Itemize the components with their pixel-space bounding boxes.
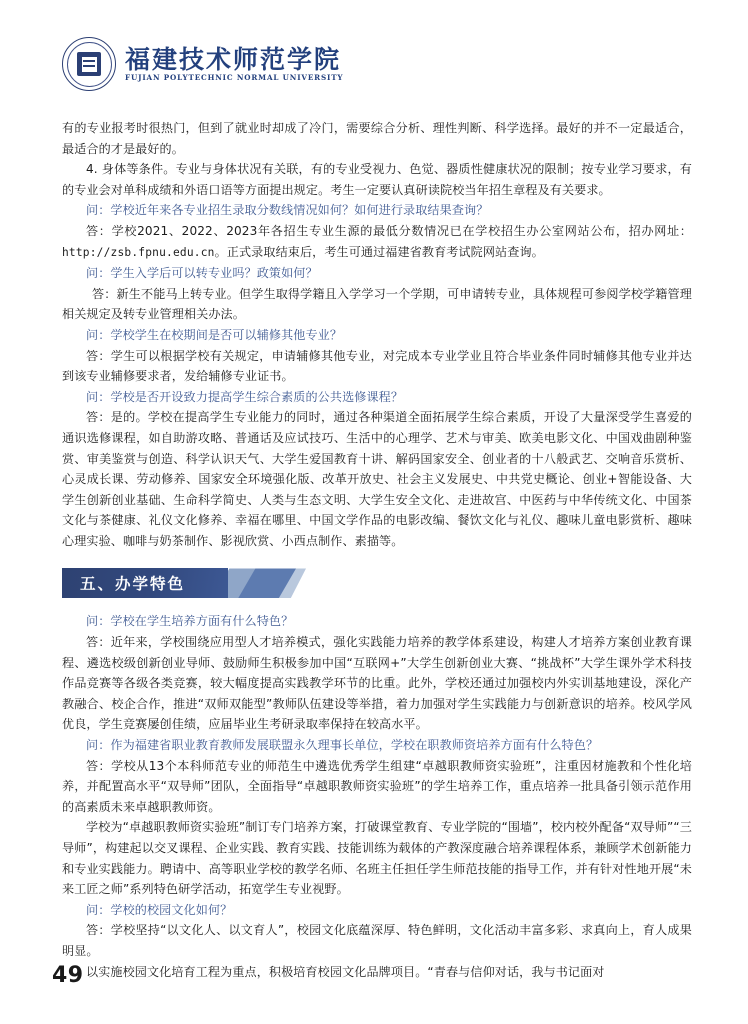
answer-minor-program: 答：学生可以根据学校有关规定，申请辅修其他专业，对完成本专业学业且符合毕业条件同时辅修其他专业并达到该专业辅修要求者，发给辅修专业证书。 xyxy=(62,348,692,384)
answer-score-post: 。正式录取结束后，考生可通过福建省教育考试院网站查询。 xyxy=(214,244,544,259)
paragraph-item-4: 4. 身体等条件。专业与身体状况有关联，有的专业受视力、色觉、器质性健康状况的限制；按专业学习要求，有的专业会对单科成绩和外语口语等方面提出规定。考生一定要认真研读院校当年招生章程及有关要求。 xyxy=(62,162,692,197)
answer-teacher-training-part2: 学校为“卓越职教师资实验班”制订专门培养方案，打破课堂教育、专业学院的“围墙”，校内校外配备“双导师”“三导师”，构建起以交叉课程、企业实践、教育实践、技能训练为载体的产教深度融合培养课程体系，兼顾学术创新能力和专业实践能力。聘请中、高等职业学校的教学名师、名班主任担任学生师范技能的指导工作，并有针对性地开展“未来工匠之师”系列特色研学活动，拓宽学生专业视野。 xyxy=(62,820,692,897)
question-teacher-training: 问：作为福建省职业教育教师发展联盟永久理事长单位，学校在职教师资培养方面有什么特色？ xyxy=(86,738,599,753)
answer-campus-culture-part2: 以实施校园文化培育工程为重点，积极培育校园文化品牌项目。“青春与信仰对话，我与书记面对 xyxy=(86,964,605,979)
answer-public-electives: 答：是的。学校在提高学生专业能力的同时，通过各种渠道全面拓展学生综合素质，开设了大量深受学生喜爱的通识选修课程，如自助游攻略、普通话及应试技巧、生活中的心理学、艺术与审美、欧美电影文化、中国戏曲剧种鉴赏、审美鉴赏与创造、科学认识天气、大学生爱国教育十讲、解码国家安全、创业者的十八般武艺、交响音乐赏析、心灵成长课、劳动修养、国家安全环境强化版、改革开放史、社会主义发展史、中共党史概论、创业+智能设备、大学生创新创业基础、生命科学简史、人类与生态文明、大学生安全文化、走进故宫、中医药与中华传统文化、中国茶文化与茶健康、礼仪文化修养、幸福在哪里、中国文学作品的电影改编、餐饮文化与礼仪、趣味儿童电影赏析、趣味心理实验、咖啡与奶茶制作、影视欣赏、小西点制作、素描等。 xyxy=(62,410,692,548)
university-seal-icon xyxy=(62,37,116,91)
document-content xyxy=(62,118,692,982)
answer-teacher-training-part1: 答：学校从13个本科师范专业的师范生中遴选优秀学生组建“卓越职教师资实验班”，注重因材施教和个性化培养，并配置高水平“双导师”团队，全面指导“卓越职教师资实验班”的学生培养工作，重点培养一批具备引领示范作用的高素质未来卓越职教师资。 xyxy=(62,758,692,814)
paragraph-continued: 有的专业报考时很热门，但到了就业时却成了冷门，需要综合分析、理性判断、科学选择。最好的并不一定最适合，最适合的才是最好的。 xyxy=(62,121,692,156)
university-wordmark xyxy=(125,44,344,83)
admissions-website-url[interactable]: http://zsb.fpnu.edu.cn xyxy=(62,245,215,259)
answer-score-pre: 答：学校2021、2022、2023年各招生专业生源的最低分数情况已在学校招生办公室网站公布，招办网址： xyxy=(86,223,692,238)
section-title: 五、办学特色 xyxy=(80,575,186,594)
question-campus-culture: 问：学校的校园文化如何？ xyxy=(86,902,233,917)
answer-admission-score-line xyxy=(62,221,692,263)
question-public-electives: 问：学校是否开设致力提高学生综合素质的公共选修课程？ xyxy=(86,389,404,404)
question-minor-program: 问：学校学生在校期间是否可以辅修其他专业？ xyxy=(86,327,343,342)
question-major-transfer: 问：学生入学后可以转专业吗？政策如何？ xyxy=(86,266,318,281)
university-name-cn: 福建技术师范学院 xyxy=(125,44,342,74)
university-name-en: FUJIAN POLYTECHNIC NORMAL UNIVERSITY xyxy=(125,73,344,83)
answer-campus-culture-part1: 答：学校坚持“以文化人、以文育人”，校园文化底蕴深厚、特色鲜明，文化活动丰富多彩、求真向上，育人成果明显。 xyxy=(62,923,692,958)
answer-major-transfer: 答：新生不能马上转专业。但学生取得学籍且入学学习一个学期，可申请转专业，具体规程可参阅学校学籍管理相关规定及转专业管理相关办法。 xyxy=(62,286,692,322)
page-number: 49 xyxy=(52,963,84,988)
question-student-training: 问：学校在学生培养方面有什么特色？ xyxy=(86,614,294,629)
document-header xyxy=(62,34,343,94)
seal-emblem-icon xyxy=(77,52,101,76)
answer-student-training: 答：近年来，学校围绕应用型人才培养模式，强化实践能力培养的教学体系建设，构建人才培养方案创业教育课程、遴选校级创新创业导师、鼓励师生积极参加中国“互联网+”大学生创新创业大赛、“挑战杯”大学生课外学术科技作品竞赛等各级各类竞赛，较大幅度提高实践教学环节的比重。此外，学校还通过加强校内外实训基地建设，深化产教融合、校企合作，推进“双师双能型”教师队伍建设等举措，着力加强对学生实践能力与创新意识的培养。校风学风优良，学生竞赛屡创佳绩，应届毕业生考研录取率保持在较高水平。 xyxy=(62,635,692,732)
question-admission-score-line: 问：学校近年来各专业招生录取分数线情况如何？如何进行录取结果查询？ xyxy=(86,203,489,218)
section-banner-school-features xyxy=(62,568,322,598)
